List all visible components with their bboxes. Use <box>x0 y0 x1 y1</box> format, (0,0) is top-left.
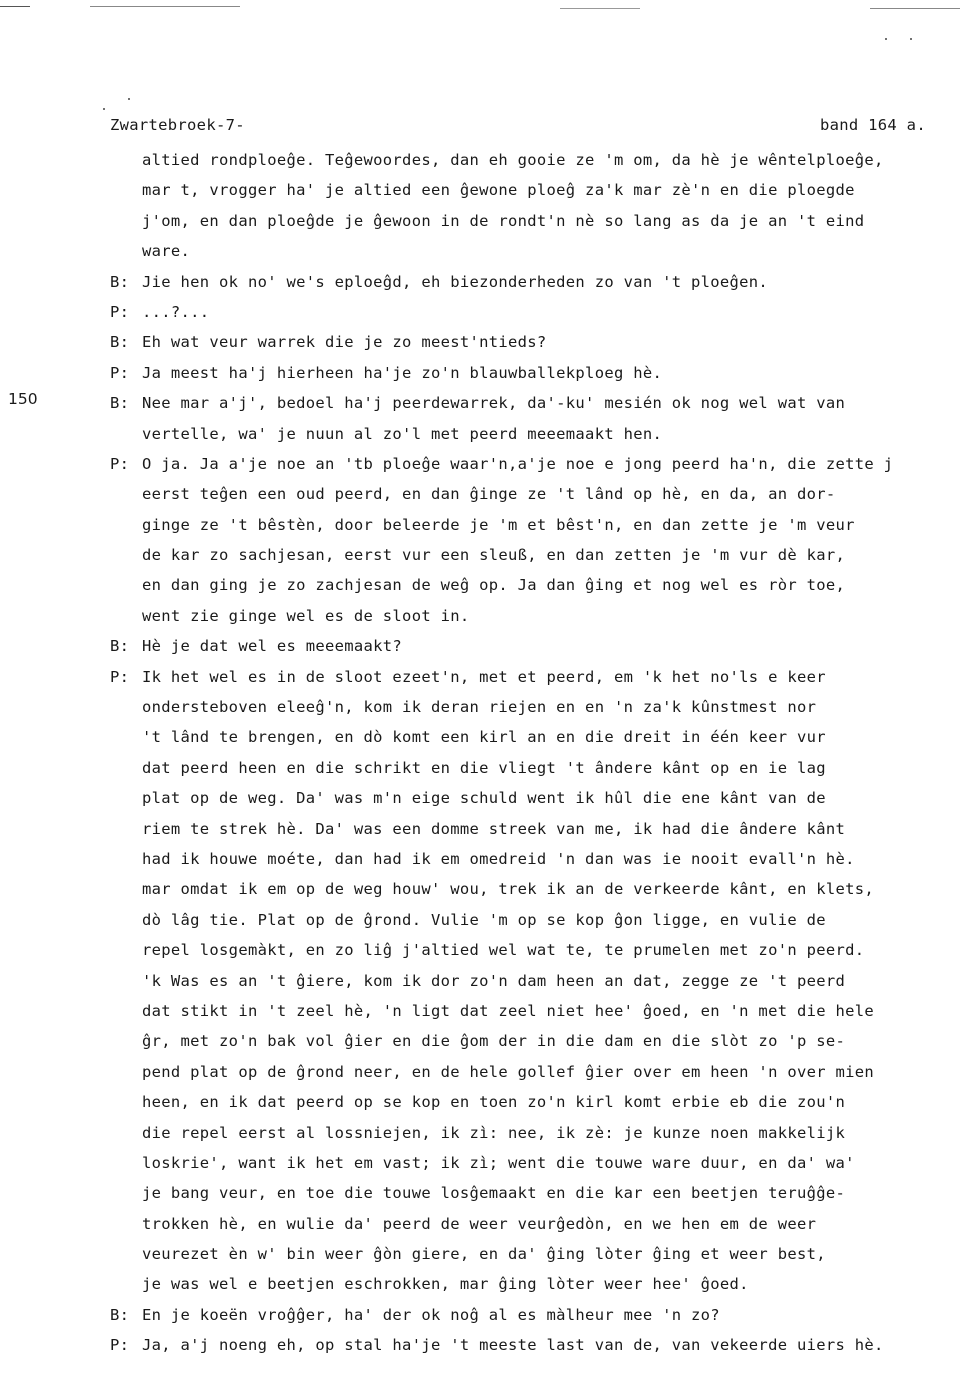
speaker-label: B: <box>110 394 130 413</box>
line-text: Ja, a'j noeng eh, op stal ha'je 't meeste last van de, van vekeerde uiers hè. <box>142 1336 884 1355</box>
scan-artifact-line <box>0 6 30 7</box>
speaker-label <box>110 1209 142 1239</box>
line-text: ondersteboven eleeĝ'n, kom ik deran riejen en en 'n za'k kûnstmest nor <box>142 698 817 717</box>
transcript-line <box>110 510 960 540</box>
speaker-label: P: <box>110 1336 130 1355</box>
transcript-line <box>110 1178 960 1208</box>
speaker-label <box>110 935 142 965</box>
transcript-line <box>110 327 960 357</box>
speaker-label: B: <box>110 272 130 291</box>
speaker-label <box>110 814 142 844</box>
transcript-line <box>110 236 960 266</box>
transcript-line <box>110 996 960 1026</box>
speaker-label <box>110 692 142 722</box>
transcript-line <box>110 662 960 692</box>
transcript-line <box>110 874 960 904</box>
transcript-line <box>110 145 960 175</box>
line-text: O ja. Ja a'je noe an 'tb ploeĝe waar'n,a'je noe e jong peerd ha'n, die zette j <box>142 454 894 473</box>
transcript-line <box>110 1118 960 1148</box>
line-text: eerst teĝen een oud peerd, en dan ĝinge ze 't lând op hè, en da, an dor- <box>142 485 836 504</box>
transcript-line <box>110 1057 960 1087</box>
speaker-label: P: <box>110 302 130 321</box>
speaker-label <box>110 1057 142 1087</box>
line-text: veurezet èn w' bin weer ĝòn giere, en da' ĝing lòter ĝing et weer best, <box>142 1245 826 1264</box>
line-text: repel losgemàkt, en zo liĝ j'altied wel wat te, te prumelen met zo'n peerd. <box>142 941 865 960</box>
transcript-line <box>110 783 960 813</box>
transcript-line <box>110 388 960 418</box>
line-text: Jie hen ok no' we's eploeĝd, eh biezonderheden zo van 't ploeĝen. <box>142 272 769 291</box>
line-text: plat op de weg. Da' was m'n eige schuld went ik hûl die ene kânt van de <box>142 789 826 808</box>
line-text: 'k Was es an 't ĝiere, kom ik dor zo'n dam heen an dat, zegge ze 't peerd <box>142 971 846 990</box>
line-text: Hè je dat wel es meeemaakt? <box>142 637 403 656</box>
speaker-label <box>110 419 142 449</box>
line-text: heen, en ik dat peerd op se kop en toen zo'n kirl komt erbie eb die zou'n <box>142 1093 846 1112</box>
line-text: je was wel e beetjen eschrokken, mar ĝing lòter weer hee' ĝoed. <box>142 1275 749 1294</box>
speaker-label <box>110 479 142 509</box>
speaker-label: B: <box>110 1305 130 1324</box>
transcript-line <box>110 966 960 996</box>
speaker-label <box>110 722 142 752</box>
transcript-line <box>110 1026 960 1056</box>
speaker-label <box>110 601 142 631</box>
speaker-label <box>110 1178 142 1208</box>
line-text: ĝr, met zo'n bak vol ĝier en die ĝom der in die dam en die slòt zo 'p se- <box>142 1032 846 1051</box>
speaker-label <box>110 1239 142 1269</box>
transcript-line <box>110 570 960 600</box>
transcript-line <box>110 479 960 509</box>
scan-artifact-dot <box>103 108 105 110</box>
document-header-right: band 164 a. <box>820 116 926 134</box>
transcript-line <box>110 1209 960 1239</box>
line-text: riem te strek hè. Da' was een domme streek van me, ik had die ândere kânt <box>142 819 846 838</box>
transcript-line <box>110 1300 960 1330</box>
transcript-line <box>110 935 960 965</box>
scan-artifact-line <box>560 8 640 9</box>
speaker-label <box>110 145 142 175</box>
speaker-label: B: <box>110 333 130 352</box>
speaker-label <box>110 1118 142 1148</box>
line-text: dat peerd heen en die schrikt en die vliegt 't ândere kânt op en ie lag <box>142 758 826 777</box>
transcript-line <box>110 175 960 205</box>
scan-artifact-line <box>90 6 240 7</box>
transcript-line <box>110 601 960 631</box>
line-text: die repel eerst al lossniejen, ik zì: nee, ik zè: je kunze noen makkelijk <box>142 1123 846 1142</box>
transcript-line <box>110 358 960 388</box>
scan-artifact-line <box>870 8 960 9</box>
transcript-line <box>110 905 960 935</box>
speaker-label: B: <box>110 637 130 656</box>
transcript-body <box>110 145 960 1361</box>
line-text: vertelle, wa' je nuun al zo'l met peerd meeemaakt hen. <box>142 424 663 443</box>
speaker-label <box>110 874 142 904</box>
speaker-label <box>110 966 142 996</box>
transcript-line <box>110 449 960 479</box>
line-text: 't lând te brengen, en dò komt een kirl an en die dreit in één keer vur <box>142 728 826 747</box>
document-header-left: Zwartebroek-7- <box>110 116 245 134</box>
line-text: je bang veur, en toe die touwe losĝemaakt en die kar een beetjen teruĝĝe- <box>142 1184 846 1203</box>
speaker-label <box>110 510 142 540</box>
line-text: dò lâg tie. Plat op de ĝrond. Vulie 'm op se kop ĝon ligge, en vulie de <box>142 910 826 929</box>
line-text: pend plat op de ĝrond neer, en de hele gollef ĝier over em heen 'n over mien <box>142 1062 875 1081</box>
transcript-line <box>110 631 960 661</box>
transcript-line <box>110 419 960 449</box>
line-text: loskrie', want ik het em vast; ik zì; went die touwe ware duur, en da' wa' <box>142 1153 855 1172</box>
margin-line-number: 150 <box>8 390 38 408</box>
scan-artifact-dot <box>885 38 887 40</box>
line-text: trokken hè, en wulie da' peerd de weer veurĝedòn, en we hen em de weer <box>142 1214 817 1233</box>
transcript-line <box>110 692 960 722</box>
line-text: ...?... <box>142 302 210 321</box>
transcript-line <box>110 844 960 874</box>
speaker-label <box>110 996 142 1026</box>
line-text: altied rondploeĝe. Teĝewoordes, dan eh gooie ze 'm om, da hè je wêntelploeĝe, <box>142 151 884 169</box>
speaker-label <box>110 175 142 205</box>
line-text: had ik houwe moéte, dan had ik em omedreid 'n dan was ie nooit evall'n hè. <box>142 849 855 868</box>
line-text: En je koeën vroĝĝer, ha' der ok noĝ al es màlheur mee 'n zo? <box>142 1305 720 1324</box>
transcript-line <box>110 1148 960 1178</box>
line-text: went zie ginge wel es de sloot in. <box>142 606 470 625</box>
speaker-label <box>110 844 142 874</box>
line-text: Ik het wel es in de sloot ezeet'n, met et peerd, em 'k het no'ls e keer <box>142 667 826 686</box>
line-text: j'om, en dan ploeĝde je ĝewoon in de rondt'n nè so lang as da je an 't eind <box>142 211 865 230</box>
line-text: Eh wat veur warrek die je zo meest'ntieds? <box>142 333 547 352</box>
line-text: mar t, vrogger ha' je altied een ĝewone ploeĝ za'k mar zè'n en die ploegde <box>142 181 855 200</box>
line-text: dat stikt in 't zeel hè, 'n ligt dat zeel niet hee' ĝoed, en 'n met die hele <box>142 1001 875 1020</box>
line-text: ginge ze 't bêstèn, door beleerde je 'm et bêst'n, en dan zette je 'm veur <box>142 515 855 534</box>
transcript-line <box>110 1087 960 1117</box>
line-text: de kar zo sachjesan, eerst vur een sleuß, en dan zetten je 'm vur dè kar, <box>142 546 846 565</box>
speaker-label <box>110 753 142 783</box>
transcript-line <box>110 1239 960 1269</box>
speaker-label: P: <box>110 363 130 382</box>
transcript-line <box>110 753 960 783</box>
line-text: Nee mar a'j', bedoel ha'j peerdewarrek, da'-ku' mesién ok nog wel wat van <box>142 394 846 413</box>
speaker-label: P: <box>110 454 130 473</box>
speaker-label: P: <box>110 667 130 686</box>
speaker-label <box>110 206 142 236</box>
speaker-label <box>110 570 142 600</box>
transcript-line <box>110 814 960 844</box>
speaker-label <box>110 783 142 813</box>
line-text: Ja meest ha'j hierheen ha'je zo'n blauwballekploeg hè. <box>142 363 663 382</box>
transcript-line <box>110 722 960 752</box>
transcript-line <box>110 1330 960 1360</box>
transcript-line <box>110 267 960 297</box>
line-text: ware. <box>142 242 191 261</box>
transcript-line <box>110 1269 960 1299</box>
speaker-label <box>110 1148 142 1178</box>
transcript-line <box>110 540 960 570</box>
line-text: mar omdat ik em op de weg houw' wou, trek ik an de verkeerde kânt, en klets, <box>142 880 875 899</box>
speaker-label <box>110 236 142 266</box>
scan-artifact-dot <box>128 98 130 100</box>
speaker-label <box>110 1026 142 1056</box>
scan-artifact-dot <box>910 38 912 40</box>
speaker-label <box>110 1269 142 1299</box>
transcript-line <box>110 297 960 327</box>
speaker-label <box>110 540 142 570</box>
speaker-label <box>110 1087 142 1117</box>
speaker-label <box>110 905 142 935</box>
line-text: en dan ging je zo zachjesan de weĝ op. Ja dan ĝing et nog wel es ròr toe, <box>142 576 846 595</box>
transcript-line <box>110 206 960 236</box>
